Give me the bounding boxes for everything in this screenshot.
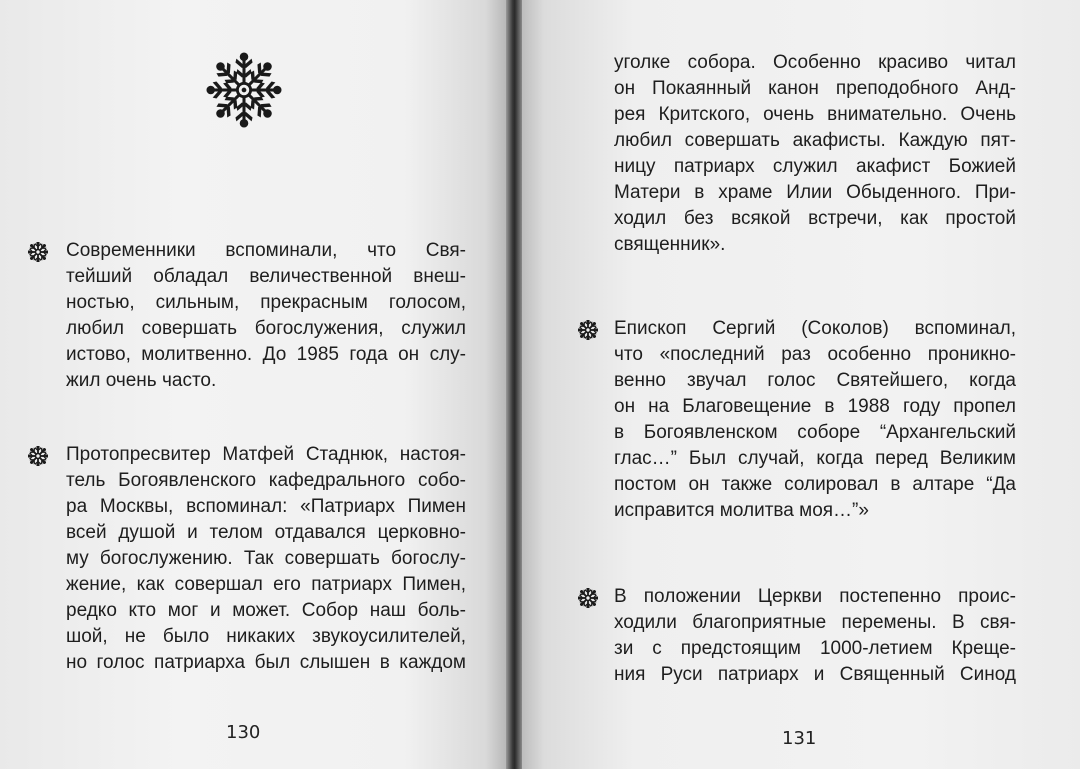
text-line: Епископ Сергий (Соколов) вспоминал, [614, 318, 1016, 339]
text-line: священник». [614, 234, 726, 255]
text-line: му богослужению. Так совершать богослу- [66, 548, 466, 569]
text-line: тейший обладал величественной внеш- [66, 266, 466, 287]
text-line: ходил без всякой встречи, как простой [614, 208, 1016, 229]
text-line: но голос патриарха был слышен в каждом [66, 652, 466, 673]
right-page [522, 0, 1080, 769]
paragraph-continuation [614, 50, 1016, 258]
text-line: ницу патриарх служил акафист Божией [614, 156, 1016, 177]
text-line: ра Москвы, вспоминал: «Патриарх Пимен [66, 496, 466, 517]
text-line: любил совершать акафисты. Каждую пят- [614, 130, 1016, 151]
text-line: глас…” Был случай, когда перед Великим [614, 448, 1016, 469]
snowflake-bullet-icon [578, 320, 598, 340]
text-line: исправится молитва моя…”» [614, 500, 869, 521]
text-line: Протопресвитер Матфей Стаднюк, настоя- [66, 444, 466, 465]
paragraph-sergiy [614, 316, 1016, 524]
text-line: ния Руси патриарх и Священный Синод [614, 664, 1016, 685]
text-line: зи с предстоящим 1000-летием Креще- [614, 638, 1016, 659]
snowflake-bullet-icon [28, 446, 48, 466]
text-line: рея Критского, очень внимательно. Очень [614, 104, 1016, 125]
snowflake-bullet-icon [28, 242, 48, 262]
paragraph-contemporaries [66, 238, 466, 394]
text-line: шой, не было никаких звукоусилителей, [66, 626, 466, 647]
text-line: жение, как совершал его патриарх Пимен, [66, 574, 466, 595]
text-line: что «последний раз особенно проникно- [614, 344, 1016, 365]
snowflake-cross-ornament-icon [206, 52, 282, 128]
text-line: ходили благоприятные перемены. В свя- [614, 612, 1016, 633]
text-line: редко кто мог и может. Собор наш боль- [66, 600, 466, 621]
text-line: он Покаянный канон преподобного Анд- [614, 78, 1016, 99]
text-line: Матери в храме Илии Обыденного. При- [614, 182, 1016, 203]
text-line: любил совершать богослужения, служил [66, 318, 466, 339]
book-gutter [506, 0, 522, 769]
text-line: всей душой и телом отдавался церковно- [66, 522, 466, 543]
text-line: ностью, сильным, прекрасным голосом, [66, 292, 466, 313]
paragraph-stadnyuk [66, 442, 466, 676]
snowflake-bullet-icon [578, 588, 598, 608]
text-line: тель Богоявленского кафедрального собо- [66, 470, 466, 491]
text-line: постом он также солировал в алтаре “Да [614, 474, 1016, 495]
text-line: в Богоявленском соборе “Архангельский [614, 422, 1016, 443]
text-line: жил очень часто. [66, 370, 217, 391]
text-line: Современники вспоминали, что Свя- [66, 240, 466, 261]
left-page [0, 0, 506, 769]
text-line: истово, молитвенно. До 1985 года он слу- [66, 344, 466, 365]
text-line: уголке собора. Особенно красиво читал [614, 52, 1016, 73]
text-line: В положении Церкви постепенно проис- [614, 586, 1016, 607]
page-number-right: 131 [782, 728, 817, 749]
page-number-left: 130 [226, 722, 261, 743]
paragraph-church-changes [614, 584, 1016, 688]
text-line: венно звучал голос Святейшего, когда [614, 370, 1016, 391]
text-line: он на Благовещение в 1988 году пропел [614, 396, 1016, 417]
